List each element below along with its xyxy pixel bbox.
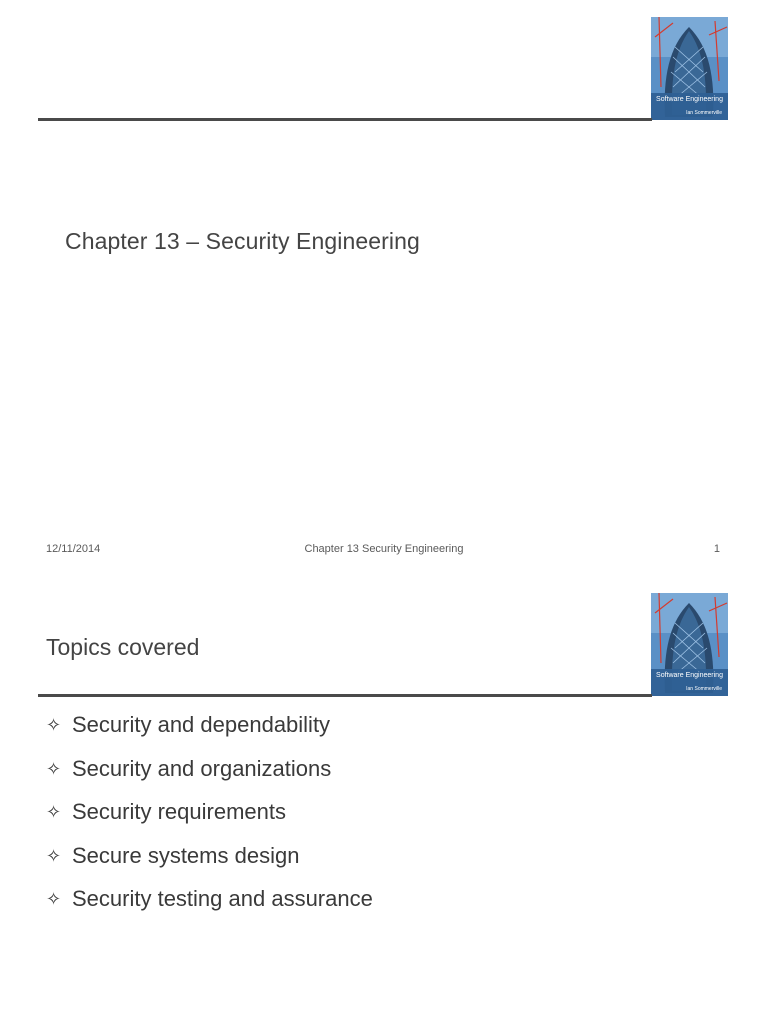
- list-item: [46, 886, 373, 930]
- list-item-label: Security and organizations: [72, 755, 332, 781]
- footer-date: 12/11/2014: [46, 543, 101, 555]
- four-point-star-outline-icon: ✧: [46, 758, 62, 779]
- cover-author: Ian Sommerville: [686, 686, 722, 692]
- four-point-star-outline-icon: ✧: [46, 889, 62, 909]
- cover-author: Ian Sommerville: [686, 110, 722, 116]
- building-cover-illustration: [651, 17, 728, 120]
- building-cover-illustration: [651, 593, 728, 696]
- footer-chapter: Chapter 13 Security Engineering: [304, 543, 464, 555]
- footer-page-number: 1: [713, 543, 720, 555]
- topics-list: [46, 712, 373, 930]
- four-point-star-outline-icon: ✧: [46, 802, 62, 822]
- list-item-label: Security testing and assurance: [72, 886, 373, 911]
- slide-title: Topics covered: [46, 634, 200, 660]
- header-rule: [38, 118, 652, 121]
- list-item: [46, 799, 373, 843]
- list-item-label: Security requirements: [72, 799, 286, 824]
- list-item: [46, 756, 373, 800]
- list-item: [46, 843, 373, 887]
- list-item: [46, 712, 373, 756]
- cover-title: Software Engineering: [656, 96, 723, 103]
- slide-title: Chapter 13 – Security Engineering: [65, 228, 420, 254]
- book-cover-image: [651, 17, 728, 120]
- list-item-label: Secure systems design: [72, 842, 300, 868]
- book-cover-image: [651, 593, 728, 696]
- cover-title: Software Engineering: [656, 672, 723, 679]
- four-point-star-outline-icon: ✧: [46, 845, 62, 866]
- list-item-label: Security and dependability: [72, 712, 331, 737]
- header-rule: [38, 694, 652, 697]
- four-point-star-outline-icon: ✧: [46, 715, 62, 735]
- topics-slide: [0, 580, 768, 1024]
